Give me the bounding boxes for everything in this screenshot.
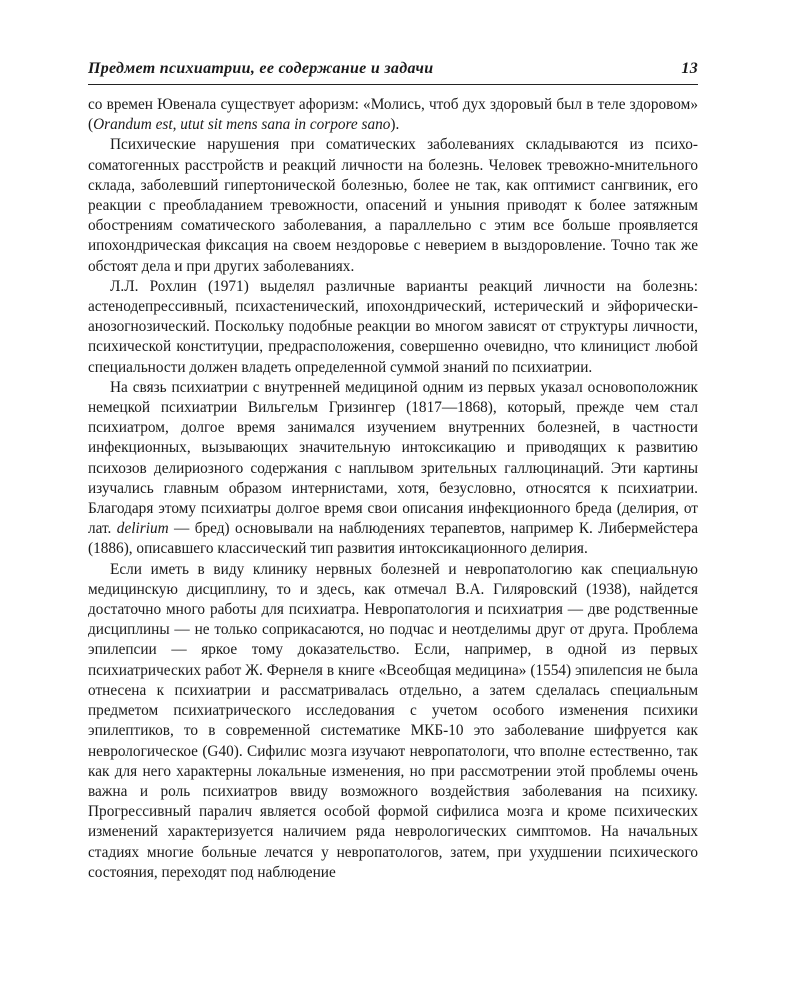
paragraph-continued [88,95,698,135]
body-text [88,95,698,883]
page [88,60,698,883]
paragraph-text: со времен Ювенала существует афоризм: «Молись, чтоб дух здоровый был в теле здоровом» ( [88,96,698,134]
paragraph-text: На связь психиатрии с внутренней медициной одним из первых указал основоположник немецкой психиатрии Вильгельм Гризингер (1817—1868), который, прежде чем стал психиатром, долгое время занимался изучением внутренних болезней, в частности инфекционных, вызывающих значительную интоксикацию и приводящих к развитию психозов делириозного содержания с наплывом зрительных галлюцинаций. Эти картины изучались главным образом интернистами, хотя, безусловно, относятся к психиатрии. Благодаря этому психиатры долгое время свои описания инфекционного бреда (делирия, от лат. [88,378,698,538]
running-head-title: Предмет психиатрии, ее содержание и задачи [88,60,434,77]
running-head [88,60,698,85]
latin-term: delirium [116,520,169,538]
paragraph: Л.Л. Рохлин (1971) выделял различные варианты реакций личности на болезнь: астенодепрессивный, психастенический, ипохондрический, истерический и эйфорически-анозогнозический. Поскольку подобные реакции во многом зависят от структуры личности, психической конституции, предрасположения, совершенно очевидно, что клиницист любой специальности должен владеть определенной суммой знаний по психиатрии. [88,277,698,376]
paragraph [88,378,698,560]
paragraph-text: ). [390,116,400,134]
paragraph: Психические нарушения при соматических заболеваниях складываются из психо-соматогенных расстройств и реакций личности на болезнь. Человек тревожно-мнительного склада, заболевший гипертонической болезнью, более не так, как оптимист сангвиник, его реакции с преобладанием тревожности, опасений и уныния приводят к более затяжным обострениям соматического заболевания, а параллельно с этим все больше проявляется ипохондрическая фиксация на своем нездоровье с неверием в выздоровление. Точно так же обстоят дела и при других заболеваниях. [88,136,698,275]
paragraph: Если иметь в виду клинику нервных болезней и невропатологию как специальную медицинскую дисциплину, то и здесь, как отмечал В.А. Гиляровский (1938), найдется достаточно много работы для психиатра. Невропатология и психиатрия — две родственные дисциплины — не только соприкасаются, но подчас и неотделимы друг от друга. Проблема эпилепсии — яркое тому доказательство. Если, например, в одной из первых психиатрических работ Ж. Фернеля в книге «Всеобщая медицина» (1554) эпилепсия не была отнесена к психиатрии и рассматривалась отдельно, а затем сделалась специальным предметом психиатрического исследования с учетом особого изменения психики эпилептиков, то в современной систематике МКБ-10 это заболевание шифруется как неврологическое (G40). Сифилис мозга изучают невропатологи, что вполне естественно, так как для него характерны локальные изменения, но при рассмотрении этой проблемы очень важна и роль психиатров ввиду возможного воздействия заболевания на психику. Прогрессивный паралич является особой формой сифилиса мозга и кроме психических изменений характеризуется наличием ряда неврологических симптомов. На начальных стадиях многие больные лечатся у невропатологов, затем, при ухудшении психического состояния, переходят под наблюдение [88,560,698,881]
latin-aphorism: Orandum est, utut sit mens sana in corpore sano [93,116,391,134]
paragraph-text: — бред) основывали на наблюдениях терапевтов, например К. Либермейстера (1886), описавшего классический тип развития интоксикационного делирия. [88,520,698,558]
page-number: 13 [681,60,698,77]
